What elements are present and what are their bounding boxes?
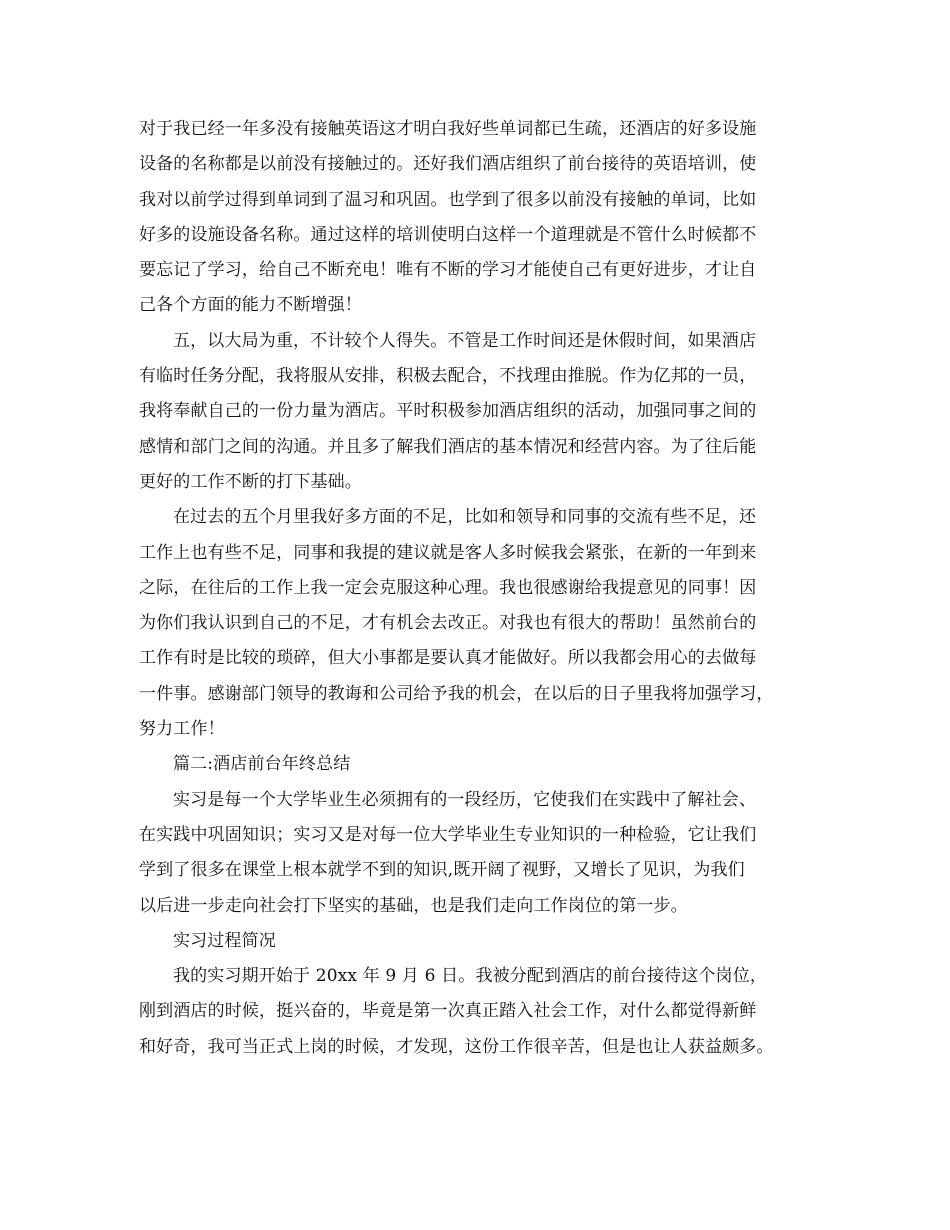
- text-line: 五，以大局为重，不计较个人得失。不管是工作时间还是休假时间，如果酒店: [173, 330, 757, 351]
- text-line: 感情和部门之间的沟通。并且多了解我们酒店的基本情况和经营内容。为了往后能: [139, 436, 757, 457]
- document-body: [139, 112, 839, 1065]
- text-line: 好多的设施设备名称。通过这样的培训使明白这样一个道理就是不管什么时候都不: [139, 224, 757, 245]
- text-line: 以后进一步走向社会打下坚实的基础，也是我们走向工作岗位的第一步。: [139, 895, 688, 916]
- text-line: 刚到酒店的时候，挺兴奋的，毕竟是第一次真正踏入社会工作，对什么都觉得新鲜: [139, 1001, 757, 1022]
- text-line: 学到了很多在课堂上根本就学不到的知识,既开阔了视野，又增长了见识，为我们: [139, 860, 745, 881]
- text-line: 更好的工作不断的打下基础。: [139, 471, 362, 492]
- text-line: 实习是每一个大学毕业生必须拥有的一段经历，它使我们在实践中了解社会、: [173, 789, 757, 810]
- text-line: 篇二:酒店前台年终总结: [173, 754, 351, 775]
- text-line: 对于我已经一年多没有接触英语这才明白我好些单词都已生疏，还酒店的好多设施: [139, 119, 757, 139]
- text-line: 一件事。感谢部门领导的教诲和公司给予我的机会，在以后的日子里我将加强学习，: [139, 683, 774, 704]
- text-line: 我对以前学过得到单词到了温习和巩固。也学到了很多以前没有接触的单词，比如: [139, 189, 757, 210]
- text-line: 工作上也有些不足，同事和我提的建议就是客人多时候我会紧张，在新的一年到来: [139, 542, 757, 563]
- text-line: 实习过程简况: [173, 930, 276, 951]
- text-line: 要忘记了学习，给自己不断充电！唯有不断的学习才能使自己有更好进步，才让自: [139, 260, 757, 281]
- text-line: 己各个方面的能力不断增强！: [139, 295, 362, 316]
- text-line: 我的实习期开始于 20xx 年 9 月 6 日。我被分配到酒店的前台接待这个岗位，: [173, 966, 768, 987]
- text-line: 和好奇，我可当正式上岗的时候，才发现，这份工作很辛苦，但是也让人获益颇多。: [139, 1036, 774, 1057]
- text-line: 设备的名称都是以前没有接触过的。还好我们酒店组织了前台接待的英语培训，使: [139, 154, 757, 175]
- text-line: 有临时任务分配，我将服从安排，积极去配合，不找理由推脱。作为亿邦的一员，: [139, 366, 757, 387]
- text-line: 为你们我认识到自己的不足，才有机会去改正。对我也有很大的帮助！虽然前台的: [139, 613, 757, 634]
- text-line: 在过去的五个月里我好多方面的不足，比如和领导和同事的交流有些不足，还: [173, 507, 757, 528]
- text-line: 之际，在往后的工作上我一定会克服这种心理。我也很感谢给我提意见的同事！因: [139, 577, 757, 598]
- text-line: 工作有时是比较的琐碎，但大小事都是要认真才能做好。所以我都会用心的去做每: [139, 648, 757, 669]
- text-line: 努力工作！: [139, 719, 225, 740]
- text-line: 我将奉献自己的一份力量为酒店。平时积极参加酒店组织的活动，加强同事之间的: [139, 401, 757, 422]
- text-line: 在实践中巩固知识；实习又是对每一位大学毕业生专业知识的一种检验，它让我们: [139, 824, 757, 845]
